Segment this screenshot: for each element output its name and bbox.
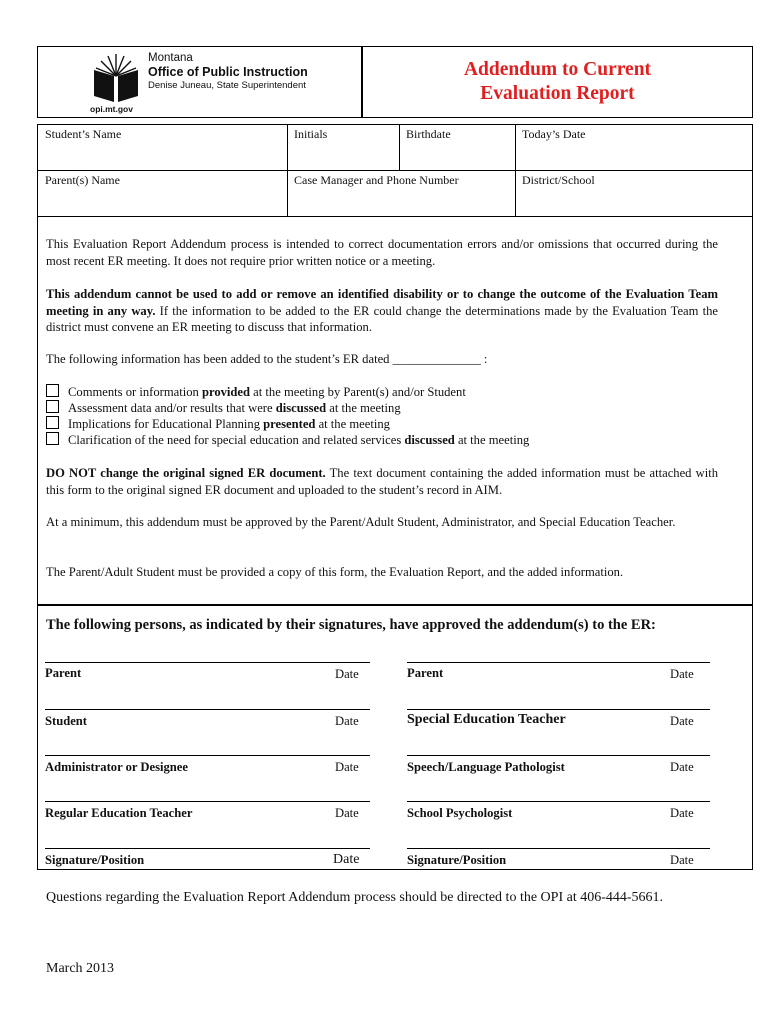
book-sunburst-icon [90,52,142,104]
sig-date: Date [335,760,359,774]
signature-line[interactable] [45,709,370,710]
signature-line[interactable] [407,848,710,849]
checklist-bold: presented [263,417,316,431]
info-col-divider [515,124,516,217]
form-title [362,58,753,106]
sig-label-administrator: Administrator or Designee [45,760,188,774]
checkbox[interactable] [46,384,59,397]
logo-office: Office of Public Instruction [148,65,308,79]
signature-line[interactable] [45,755,370,756]
checklist-bold: provided [201,385,251,399]
dated-line: The following information has been added to the student’s ER dated ______________ : [46,352,488,366]
sig-label-speech-pathologist: Speech/Language Pathologist [407,760,565,774]
sig-date: Date [335,806,359,820]
case-manager-field[interactable]: Case Manager and Phone Number [294,173,459,187]
checklist-item[interactable] [46,432,529,449]
form-title-line1: Addendum to Current [463,59,652,80]
info-col-divider [287,124,288,217]
warning-rest: If the information to be added to the ER could change the determinations made by the Evaluation Team the district must convene an ER meeting to discuss that information. [46,303,718,334]
checklist-text: Implications for Educational Planning [68,417,264,431]
initials-field[interactable]: Initials [294,127,328,141]
sig-date: Date [333,852,360,867]
sig-date: Date [670,714,694,728]
todays-date-field[interactable]: Today’s Date [522,127,586,141]
checkbox[interactable] [46,400,59,413]
sig-label-parent: Parent [45,666,82,680]
sig-label-school-psychologist: School Psychologist [407,806,513,820]
opi-logo [90,52,330,116]
sig-date: Date [335,667,359,681]
copy-paragraph: The Parent/Adult Student must be provided a copy of this form, the Evaluation Report, and the added information. [46,565,624,579]
donot-bold: DO NOT change the original signed ER document. [46,466,326,480]
logo-url: opi.mt.gov [90,104,133,114]
sig-date: Date [670,853,694,867]
checklist-text: Comments or information [68,385,202,399]
warning-bold: This addendum cannot be used to add or remove an identified disability or to change the outcome of the Evaluation Team meeting in any way. [46,287,718,318]
sig-label-regular-teacher: Regular Education Teacher [45,806,193,820]
checklist-bold: discussed [275,401,327,415]
intro-paragraph: This Evaluation Report Addendum process is intended to correct documentation errors and/or omissions that occurred during the most recent ER meeting. It does not require prior written notice or a meeting. [46,237,718,268]
logo-text [148,52,308,92]
parents-name-field[interactable]: Parent(s) Name [45,173,120,187]
minimum-paragraph: At a minimum, this addendum must be approved by the Parent/Adult Student, Administrator, and Special Education Teacher. [46,515,676,529]
birthdate-field[interactable]: Birthdate [406,127,451,141]
signature-heading: The following persons, as indicated by their signatures, have approved the addendum(s) to the ER: [46,617,656,633]
signature-line[interactable] [45,662,370,663]
sig-date: Date [335,714,359,728]
signature-line[interactable] [45,801,370,802]
checklist-bold: discussed [404,433,455,447]
questions-footer: Questions regarding the Evaluation Report Addendum process should be directed to the OPI at 406-444-5661. [46,890,664,905]
checklist-text: at the meeting [326,401,401,415]
checklist-text: at the meeting by Parent(s) and/or Student [250,385,466,399]
sig-date: Date [670,806,694,820]
signature-line[interactable] [407,801,710,802]
sig-date: Date [670,667,694,681]
checklist-text: Clarification of the need for special education and related services [68,433,405,447]
sig-label-special-ed-teacher: Special Education Teacher [407,712,566,727]
checklist-text: at the meeting [454,433,530,447]
info-row-divider [37,170,753,171]
checkbox[interactable] [46,432,59,445]
sig-label-signature-position: Signature/Position [45,853,145,867]
signature-line[interactable] [407,755,710,756]
checklist-text: at the meeting [315,417,390,431]
donot-rest: The text document containing the added information must be attached with this form to the original signed ER document and uploaded to the student’s record in AIM. [46,466,719,497]
revision-date: March 2013 [46,961,115,976]
checklist-item[interactable] [46,416,390,433]
checklist-item[interactable] [46,400,401,417]
info-col-divider [399,124,400,171]
signature-line[interactable] [407,662,710,663]
sig-label-signature-position: Signature/Position [407,853,507,867]
logo-montana: Montana [148,52,193,64]
student-name-field[interactable]: Student’s Name [45,127,122,141]
donot-paragraph [46,465,718,498]
signature-line[interactable] [407,709,710,710]
warning-paragraph [46,286,718,336]
sig-date: Date [670,760,694,774]
form-title-line2: Evaluation Report [480,83,635,104]
sig-label-parent: Parent [407,666,444,680]
signature-box [37,604,753,870]
district-school-field[interactable]: District/School [522,173,595,187]
checklist-item[interactable] [46,384,466,401]
checkbox[interactable] [46,416,59,429]
logo-superintendent: Denise Juneau, State Superintendent [148,80,306,91]
checklist-text: Assessment data and/or results that were [68,401,276,415]
signature-line[interactable] [45,848,370,849]
sig-label-student: Student [45,714,87,728]
